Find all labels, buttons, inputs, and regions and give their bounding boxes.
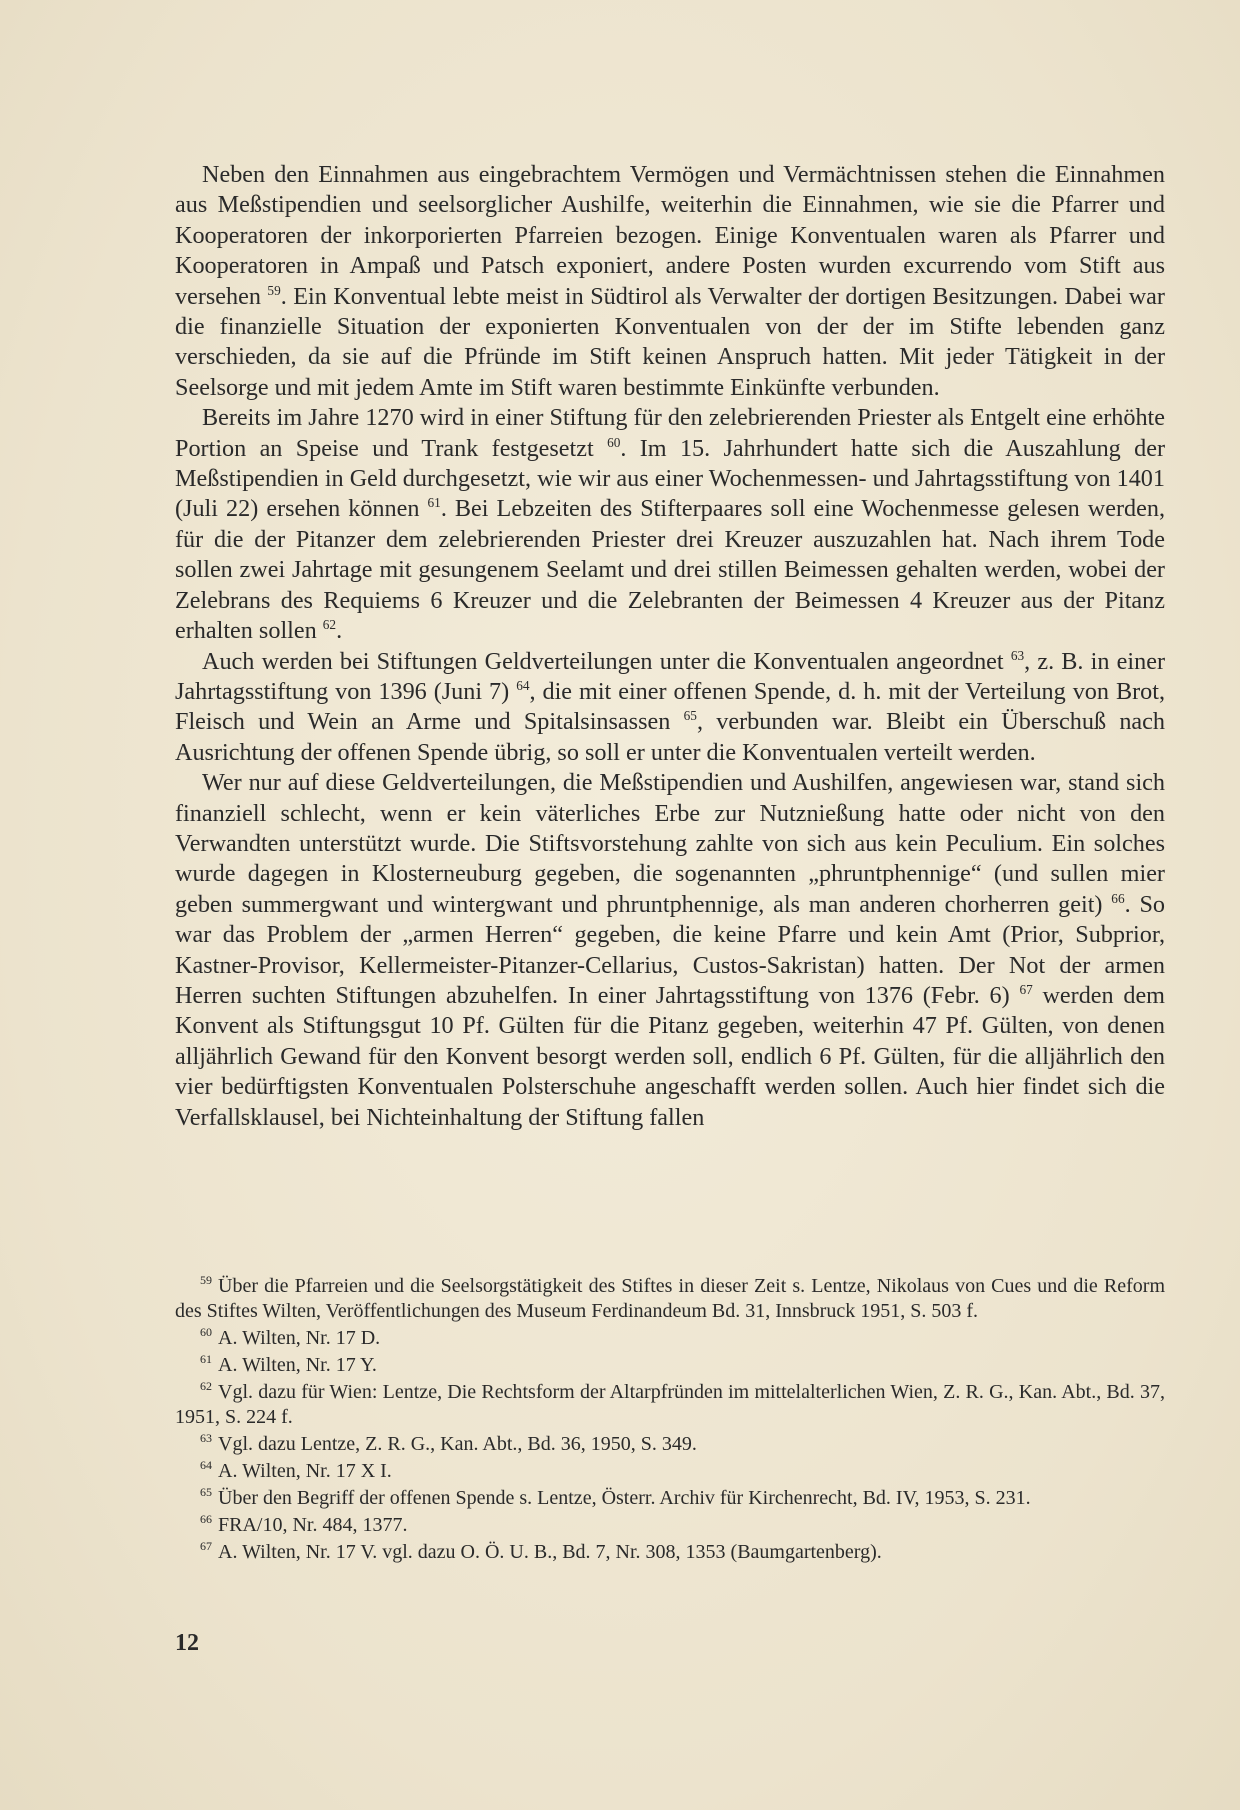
footnote <box>175 1432 1165 1457</box>
footnote-text: Vgl. dazu Lentze, Z. R. G., Kan. Abt., Bd. 36, 1950, S. 349. <box>218 1433 697 1455</box>
footnote-reference: 65 <box>683 708 697 724</box>
footnote-reference: 66 <box>1111 890 1125 906</box>
footnote-number: 63 <box>200 1431 212 1446</box>
footnote <box>175 1459 1165 1484</box>
text-run: . Bei Lebzeiten des Stifterpaares soll eine Wochenmesse gelesen werden, für die der Pitanzer dem zelebrierenden Priester drei Kreuzer auszuzahlen hat. Nach ihrem Tode sollen zwei Jahrtage mit gesungenem Seelamt und drei stillen Beimessen gehalten werden, wobei der Zelebrans des Requiems 6 Kreuzer und die Zelebranten der Beimessen 4 Kreuzer aus der Pitanz erhalten sollen <box>175 495 1165 645</box>
text-run: Wer nur auf diese Geldverteilungen, die Meßstipendien und Aushilfen, angewiesen war, stand sich finanziell schlecht, wenn er kein väterliches Erbe zur Nutznießung hatte oder nicht von den Verwandten unterstützt wurde. Die Stiftsvorstehung zahlte von sich aus kein Peculium. Ein solches wurde dagegen in Klosterneuburg gegeben, die sogenannten „phruntphennige“ (und sullen mier geben summergwant und wintergwant und phruntphennige, als man anderen chorherren geit) <box>175 769 1165 918</box>
footnote-text: Über die Pfarreien und die Seelsorgstätigkeit des Stiftes in dieser Zeit s. Lentze, Nikolaus von Cues und die Reform des Stiftes Wilten, Veröffentlichungen des Museum Ferdinandeum Bd. 31, Innsbruck 1951, S. 503 f. <box>175 1275 1165 1322</box>
body-paragraph <box>175 160 1165 403</box>
body-paragraph <box>175 403 1165 646</box>
footnote-reference: 61 <box>427 495 441 511</box>
footnote-number: 67 <box>200 1539 212 1554</box>
text-run: , z. B. in einer Jahrtagsstiftung von 1396 (Juni 7) <box>175 647 1165 705</box>
footnote-number: 65 <box>200 1485 212 1500</box>
page-number: 12 <box>175 1630 199 1656</box>
footnote-number: 66 <box>200 1512 212 1527</box>
footnote-number: 59 <box>200 1273 212 1288</box>
text-run: . Im 15. Jahrhundert hatte sich die Auszahlung der Meßstipendien in Geld durchgesetzt, wie wir aus einer Wochenmessen- und Jahrtagsstiftung von 1401 (Juli 22) ersehen können <box>175 434 1166 523</box>
footnote-text: Über den Begriff der offenen Spende s. Lentze, Österr. Archiv für Kirchenrecht, Bd. IV, 1953, S. 231. <box>218 1487 1031 1509</box>
body-paragraph <box>175 768 1165 1133</box>
text-run: Neben den Einnahmen aus eingebrachtem Vermögen und Vermächtnissen stehen die Einnahmen aus Meßstipendien und seelsorglicher Aushilfe, weiterhin die Einnahmen, wie sie die Pfarrer und Kooperatoren der inkorporierten Pfarreien bezogen. Einige Konventualen waren als Pfarrer und Kooperatoren in Ampaß und Patsch exponiert, andere Posten wurden excurrendo vom Stift aus versehen <box>175 161 1165 310</box>
text-run: werden dem Konvent als Stiftungsgut 10 Pf. Gülten für die Pitanz gegeben, weiterhin 47 Pf. Gülten, von denen alljährlich Gewand für den Konvent besorgt werden soll, endlich 6 Pf. Gülten, für die alljährlich den vier bedürftigsten Konventualen Polsterschuhe angeschafft werden sollen. Auch hier findet sich die Verfallsklausel, bei Nichteinhaltung der Stiftung fallen <box>175 981 1165 1131</box>
footnote <box>175 1326 1165 1351</box>
text-run: . So war das Problem der „armen Herren“ gegeben, die keine Pfarre und kein Amt (Prior, Subprior, Kastner-Provisor, Kellermeister-Pitanzer-Cellarius, Custos-Sakristan) hatten. Der Not der armen Herren suchten Stiftungen abzuhelfen. In einer Jahrtagsstiftung von 1376 (Febr. 6) <box>175 890 1165 1009</box>
footnote-number: 60 <box>200 1325 212 1340</box>
footnote-text: FRA/10, Nr. 484, 1377. <box>218 1514 408 1536</box>
body-text <box>175 160 1165 1133</box>
footnote-reference: 60 <box>607 434 621 450</box>
footnote-reference: 62 <box>322 617 337 633</box>
footnote-text: A. Wilten, Nr. 17 D. <box>218 1327 381 1349</box>
footnote-number: 64 <box>200 1458 212 1473</box>
footnote-text: A. Wilten, Nr. 17 X I. <box>218 1460 392 1482</box>
footnotes-section <box>175 1274 1165 1567</box>
footnote-reference: 64 <box>516 677 530 693</box>
text-run: , verbunden war. Bleibt ein Überschuß nach Ausrichtung der offenen Spende übrig, so soll er unter die Konventualen verteilt werden. <box>175 708 1165 766</box>
footnote-reference: 59 <box>267 282 281 298</box>
footnote <box>175 1380 1165 1430</box>
footnote <box>175 1353 1165 1378</box>
footnote-text: A. Wilten, Nr. 17 V. vgl. dazu O. Ö. U. B., Bd. 7, Nr. 308, 1353 (Baumgartenberg). <box>218 1541 882 1563</box>
footnote-text: Vgl. dazu für Wien: Lentze, Die Rechtsform der Altarpfründen im mittelalterlichen Wien, Z. R. G., Kan. Abt., Bd. 37, 1951, S. 224 f. <box>175 1381 1165 1428</box>
text-run: . <box>336 617 343 645</box>
footnote-number: 62 <box>200 1379 212 1394</box>
text-run: Bereits im Jahre 1270 wird in einer Stiftung für den zelebrierenden Priester als Entgelt eine erhöhte Portion an Speise und Trank festgesetzt <box>175 404 1165 462</box>
footnote <box>175 1540 1165 1565</box>
text-run: , die mit einer offenen Spende, d. h. mit der Verteilung von Brot, Fleisch und Wein an Arme und Spitalsinsassen <box>175 677 1165 736</box>
body-paragraph <box>175 647 1165 769</box>
footnote <box>175 1513 1165 1538</box>
footnote-reference: 63 <box>1010 647 1025 663</box>
text-run: . Ein Konventual lebte meist in Südtirol als Verwalter der dortigen Besitzungen. Dabei war die finanzielle Situation der exponierten Konventualen von der der im Stifte lebenden ganz verschieden, da sie auf die Pfründe im Stift keinen Anspruch hatten. Mit jeder Tätigkeit in der Seelsorge und mit jedem Amte im Stift waren bestimmte Einkünfte verbunden. <box>175 282 1165 401</box>
footnote-reference: 67 <box>1019 981 1033 997</box>
footnote-text: A. Wilten, Nr. 17 Y. <box>218 1354 377 1376</box>
footnote-number: 61 <box>200 1352 212 1367</box>
footnote <box>175 1274 1165 1324</box>
footnote <box>175 1486 1165 1511</box>
text-run: Auch werden bei Stiftungen Geldverteilungen unter die Konventualen angeordnet <box>202 647 1011 675</box>
